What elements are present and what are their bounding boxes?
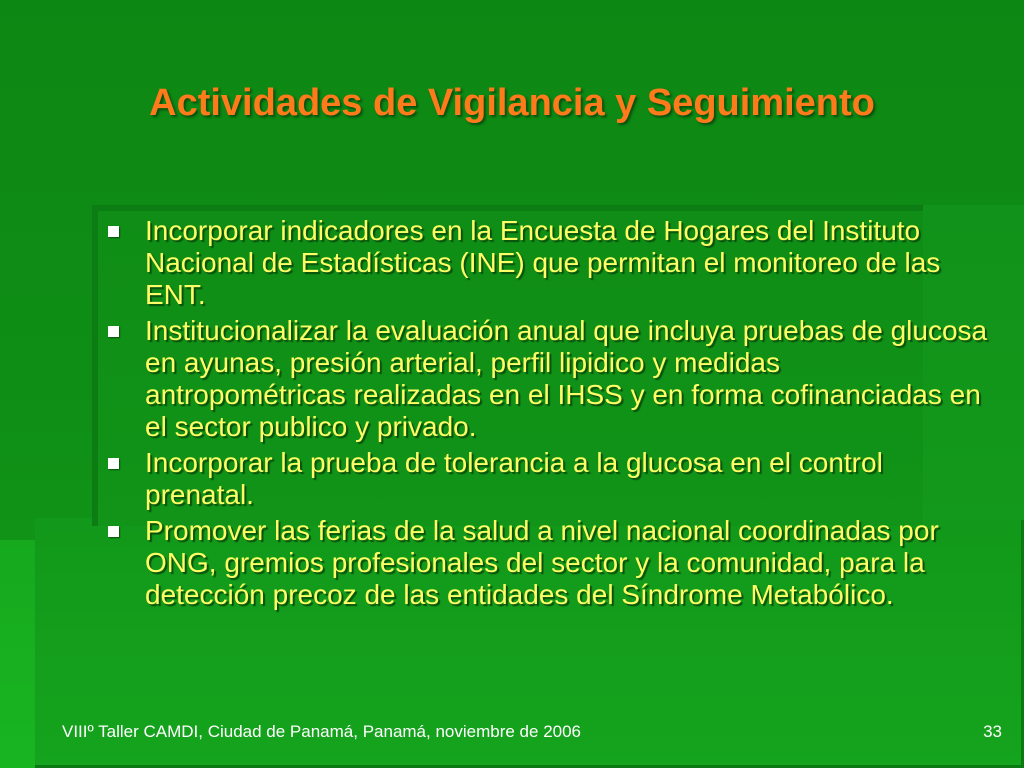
bullet-text: Promover las ferias de la salud a nivel nacional coordinadas por ONG, gremios profesionales del sector y la comunidad, para la detección precoz de las entidades del Síndrome Metabólico. (145, 515, 939, 610)
square-bullet-icon (108, 326, 119, 337)
square-bullet-icon (108, 226, 119, 237)
square-bullet-icon (108, 526, 119, 537)
bullet-text: Incorporar indicadores en la Encuesta de Hogares del Instituto Nacional de Estadísticas (INE) que permitan el monitoreo de las ENT. (145, 215, 941, 310)
bullet-text: Institucionalizar la evaluación anual que incluya pruebas de glucosa en ayunas, presión arterial, perfil lipidico y medidas antropométricas realizadas en el IHSS y en forma cofinanciadas en el sector publico y privado. (145, 315, 988, 442)
bullet-item (108, 215, 988, 311)
bullet-item (108, 447, 988, 511)
bullet-list (108, 215, 988, 615)
square-bullet-icon (108, 458, 119, 469)
bullet-item (108, 515, 988, 611)
slide-title: Actividades de Vigilancia y Seguimiento (149, 82, 875, 124)
footer-text: VIIIº Taller CAMDI, Ciudad de Panamá, Panamá, noviembre de 2006 (62, 722, 582, 741)
bullet-text: Incorporar la prueba de tolerancia a la glucosa en el control prenatal. (145, 447, 883, 510)
page-number: 33 (983, 722, 1002, 741)
bullet-item (108, 315, 988, 443)
